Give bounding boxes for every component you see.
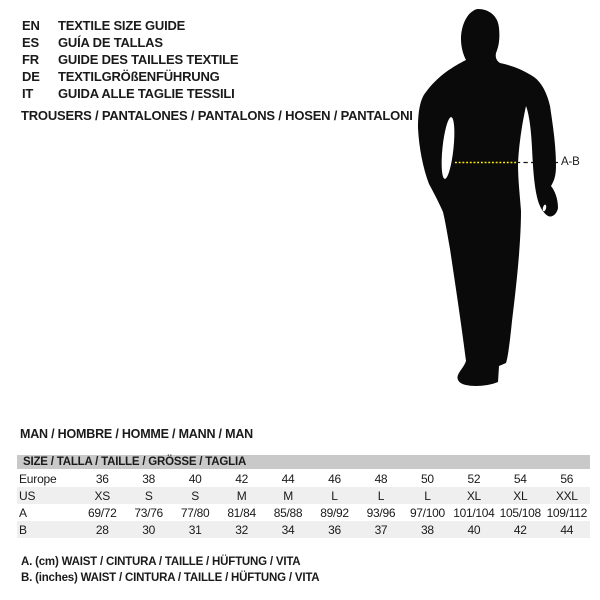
table-cell: 34	[281, 522, 295, 537]
size-table	[17, 455, 590, 538]
language-row	[22, 51, 238, 68]
table-row-label: A	[19, 505, 27, 520]
table-cell: XS	[94, 488, 110, 503]
table-cell: 81/84	[227, 505, 256, 520]
table-cell: 54	[513, 471, 527, 486]
table-row-label: B	[19, 522, 27, 537]
table-cell: L	[377, 488, 385, 503]
language-label: TEXTILE SIZE GUIDE	[58, 18, 186, 33]
table-cell: 101/104	[453, 505, 495, 520]
size-table-header: SIZE / TALLA / TAILLE / GRÖSSE / TAGLIA	[17, 455, 590, 469]
language-code: IT	[22, 86, 34, 101]
table-cell: 36	[328, 522, 341, 537]
man-silhouette	[418, 9, 558, 386]
table-row	[17, 487, 590, 504]
table-row	[17, 470, 590, 487]
table-cell: 44	[281, 471, 295, 486]
language-row	[22, 68, 238, 85]
table-cell: XL	[513, 488, 528, 503]
size-table-rows	[17, 470, 590, 538]
table-cell: 56	[560, 471, 574, 486]
language-code: EN	[22, 18, 40, 33]
waist-line-label: A-B	[561, 156, 580, 168]
table-row-label: US	[19, 488, 36, 503]
table-cell: 42	[235, 471, 248, 486]
table-cell: 42	[513, 522, 527, 537]
table-cell: 50	[421, 471, 434, 486]
table-cell: 69/72	[87, 505, 117, 520]
table-cell: 73/76	[134, 505, 163, 520]
table-cell: 109/112	[546, 505, 587, 520]
table-cell: 52	[467, 471, 481, 486]
table-cell: M	[236, 488, 247, 503]
table-cell: 38	[421, 522, 434, 537]
language-row	[22, 17, 238, 34]
note-b: B. (inches) WAIST / CINTURA / TAILLE / HÜFTUNG / VITA	[21, 572, 320, 584]
table-cell: 48	[374, 471, 388, 486]
table-cell: 44	[560, 522, 574, 537]
table-cell: 46	[328, 471, 341, 486]
table-cell: 105/108	[499, 505, 541, 520]
table-row	[17, 521, 590, 538]
table-cell: 40	[467, 522, 481, 537]
language-row	[22, 85, 238, 102]
language-code: DE	[22, 69, 40, 84]
language-code: FR	[22, 52, 39, 67]
language-label: GUIDE DES TAILLES TEXTILE	[58, 52, 239, 67]
table-cell: 28	[95, 522, 109, 537]
table-cell: 40	[188, 471, 202, 486]
table-cell: 77/80	[180, 505, 210, 520]
table-row	[17, 504, 590, 521]
gender-heading: MAN / HOMBRE / HOMME / MANN / MAN	[20, 427, 253, 441]
table-cell: L	[424, 488, 431, 503]
table-row-label: Europe	[19, 471, 57, 486]
table-cell: 36	[95, 471, 109, 486]
table-cell: XXL	[555, 488, 578, 503]
table-cell: L	[331, 488, 338, 503]
table-cell: 37	[374, 522, 388, 537]
measurement-notes	[21, 556, 319, 588]
table-cell: 30	[142, 522, 156, 537]
language-list	[22, 17, 238, 102]
language-row	[22, 34, 238, 51]
table-cell: S	[144, 488, 153, 503]
table-cell: S	[191, 488, 199, 503]
table-cell: 97/100	[409, 505, 445, 520]
note-a: A. (cm) WAIST / CINTURA / TAILLE / HÜFTUNG / VITA	[21, 556, 301, 568]
table-cell: 89/92	[320, 505, 349, 520]
language-label: GUIDA ALLE TAGLIE TESSILI	[58, 86, 235, 101]
table-cell: 93/96	[366, 505, 396, 520]
table-cell: 31	[188, 522, 202, 537]
table-cell: 38	[142, 471, 156, 486]
language-code: ES	[22, 35, 39, 50]
table-cell: 32	[235, 522, 248, 537]
table-cell: XL	[466, 488, 481, 503]
language-label: GUÍA DE TALLAS	[58, 35, 163, 50]
language-label: TEXTILGRÖßENFÜHRUNG	[58, 69, 220, 84]
man-silhouette-figure	[400, 0, 600, 400]
garment-heading: TROUSERS / PANTALONES / PANTALONS / HOSEN / PANTALONI	[21, 108, 413, 123]
table-cell: M	[283, 488, 293, 503]
table-cell: 85/88	[273, 505, 303, 520]
